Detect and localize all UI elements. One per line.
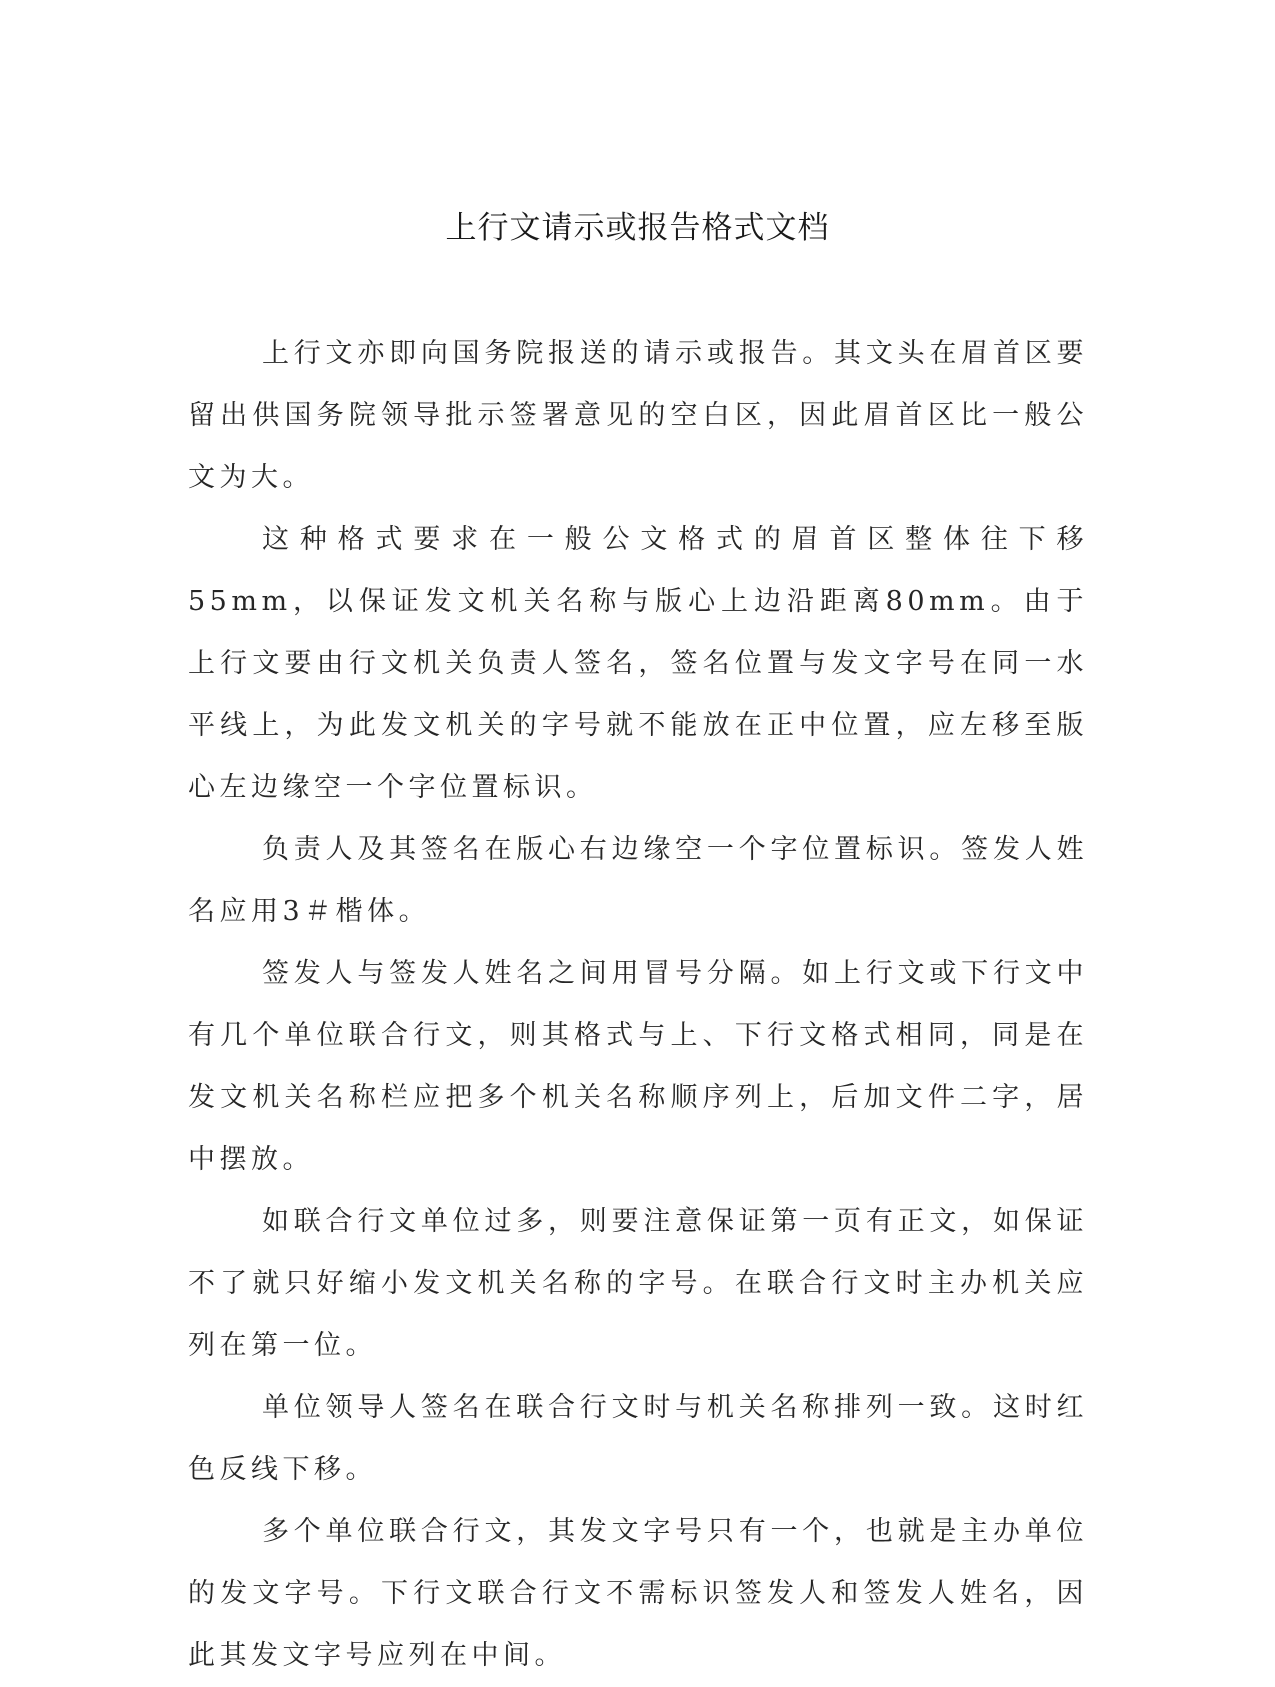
document-title: 上行文请示或报告格式文档: [445, 210, 830, 246]
paragraph-1: 上行文亦即向国务院报送的请示或报告。其文头在眉首区要留出供国务院领导批示签署意见的空白区，因此眉首区比一般公文为大。: [188, 338, 1088, 493]
paragraph-2: 这种格式要求在一般公文格式的眉首区整体往下移55mm，以保证发文机关名称与版心上边沿距离80mm。由于上行文要由行文机关负责人签名，签名位置与发文字号在同一水平线上，为此发文机关的字号就不能放在正中位置，应左移至版心左边缘空一个字位置标识。: [188, 524, 1088, 803]
paragraph-7: 多个单位联合行文，其发文字号只有一个，也就是主办单位的发文字号。下行文联合行文不需标识签发人和签发人姓名，因此其发文字号应列在中间。: [188, 1516, 1088, 1671]
paragraph-4: 签发人与签发人姓名之间用冒号分隔。如上行文或下行文中有几个单位联合行文，则其格式与上、下行文格式相同，同是在发文机关名称栏应把多个机关名称顺序列上，后加文件二字，居中摆放。: [188, 958, 1088, 1175]
paragraph-5: 如联合行文单位过多，则要注意保证第一页有正文，如保证不了就只好缩小发文机关名称的字号。在联合行文时主办机关应列在第一位。: [188, 1206, 1088, 1361]
paragraph-3: 负责人及其签名在版心右边缘空一个字位置标识。签发人姓名应用3＃楷体。: [188, 834, 1088, 927]
document-body: [188, 323, 1088, 1687]
paragraph-6: 单位领导人签名在联合行文时与机关名称排列一致。这时红色反线下移。: [188, 1392, 1088, 1485]
